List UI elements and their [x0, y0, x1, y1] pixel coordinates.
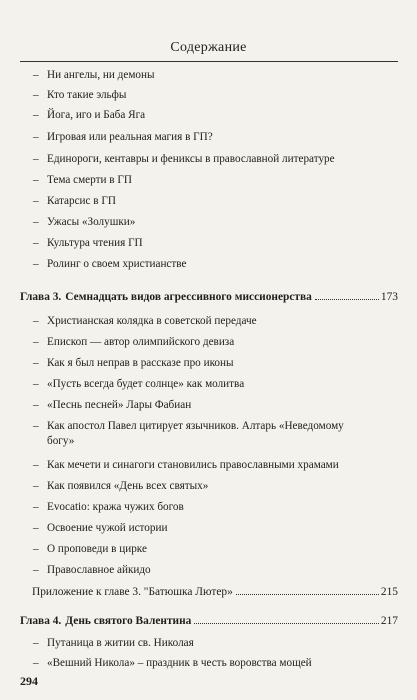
header-rule: [20, 61, 398, 62]
toc-entry: – Как апостол Павел цитирует язычников. Алтарь «Неведомому богу»: [33, 420, 344, 447]
toc-entry: – Игровая или реальная магия в ГП?: [33, 131, 213, 143]
toc-entry: – Путаница в житии св. Николая: [33, 637, 194, 649]
chapter-heading[interactable]: [20, 614, 398, 629]
toc-entry: – Ужасы «Золушки»: [33, 216, 136, 228]
toc-entry: – Тема смерти в ГП: [33, 174, 132, 186]
toc-entry: – Христианская колядка в советской передаче: [33, 315, 257, 327]
chapter-heading[interactable]: [20, 290, 398, 305]
appendix-entry[interactable]: [32, 585, 398, 600]
chapter-title: День святого Валентина: [65, 615, 192, 627]
chapter-number: Глава 3.: [20, 291, 62, 303]
chapter-page-number: 217: [380, 615, 398, 627]
appendix-label: Приложение к главе 3. "Батюшка Лютер»: [32, 586, 233, 598]
dot-leader: [315, 299, 379, 300]
toc-entry: – «Песнь песней» Лары Фабиан: [33, 399, 192, 411]
toc-entry: – Как мечети и синагоги становились православными храмами: [33, 459, 339, 471]
chapter-number: Глава 4.: [20, 615, 62, 627]
toc-entry: – Как я был неправ в рассказе про иконы: [33, 357, 234, 369]
dot-leader: [194, 623, 379, 624]
dot-leader: [236, 594, 379, 595]
toc-entry: – Evocatio: кража чужих богов: [33, 501, 184, 513]
page-header-title: Содержание: [170, 40, 247, 55]
toc-entry: – О проповеди в цирке: [33, 543, 147, 555]
toc-entry: – «Вешний Никола» – праздник в честь воровства мощей: [33, 657, 312, 669]
page-number: 294: [20, 674, 38, 688]
toc-entry: – Культура чтения ГП: [33, 237, 143, 249]
toc-entry: – Как появился «День всех святых»: [33, 480, 209, 492]
toc-entry: – Православное айкидо: [33, 564, 151, 576]
toc-entry: – Кто такие эльфы: [33, 89, 127, 101]
toc-entry: – «Пусть всегда будет солнце» как молитва: [33, 378, 245, 390]
chapter-title: Семнадцать видов агрессивного миссионерства: [65, 291, 312, 303]
appendix-page-number: 215: [380, 586, 398, 598]
toc-entry: – Единороги, кентавры и фениксы в православной литературе: [33, 153, 335, 165]
toc-entry: – Ролинг о своем христианстве: [33, 258, 187, 270]
toc-entry: – Йога, иго и Баба Яга: [33, 109, 146, 121]
toc-entry: – Епископ — автор олимпийского девиза: [33, 336, 235, 348]
toc-entry: – Освоение чужой истории: [33, 522, 168, 534]
toc-entry: – Ни ангелы, ни демоны: [33, 69, 155, 81]
chapter-page-number: 173: [380, 291, 398, 303]
toc-entry: – Катарсис в ГП: [33, 195, 116, 207]
